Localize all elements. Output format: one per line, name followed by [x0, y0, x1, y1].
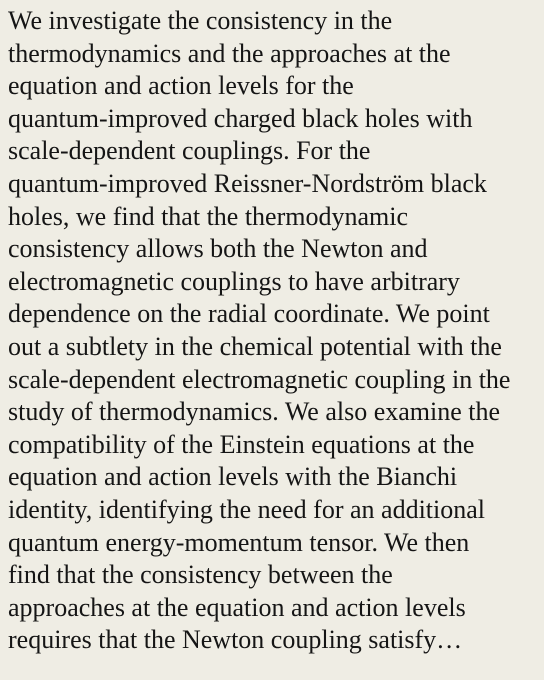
abstract-line: electromagnetic couplings to have arbitrary [8, 266, 460, 296]
abstract-line: quantum-improved Reissner-Nordström black [8, 168, 487, 198]
abstract-line: equation and action levels for the [8, 71, 354, 101]
abstract-line: find that the consistency between the [8, 560, 393, 590]
abstract-line: scale-dependent couplings. For the [8, 136, 371, 166]
abstract-line: equation and action levels with the Bianchi [8, 462, 458, 492]
abstract-line: quantum energy-momentum tensor. We then [8, 527, 470, 557]
abstract-line: We investigate the consistency in the [8, 6, 393, 35]
abstract-line: compatibility of the Einstein equations at the [8, 429, 475, 459]
abstract-line: approaches at the equation and action levels [8, 592, 466, 622]
abstract-line: identity, identifying the need for an additional [8, 494, 486, 524]
abstract-line: requires that the Newton coupling satisfy… [8, 625, 463, 655]
abstract-line: holes, we find that the thermodynamic [8, 201, 409, 231]
abstract-text [8, 5, 544, 657]
abstract-line: dependence on the radial coordinate. We point [8, 299, 490, 329]
abstract-line: thermodynamics and the approaches at the [8, 38, 451, 68]
abstract-line: out a subtlety in the chemical potential with the [8, 331, 502, 361]
abstract-line: quantum-improved charged black holes with [8, 103, 473, 133]
abstract-line: study of thermodynamics. We also examine the [8, 397, 501, 427]
abstract-line: scale-dependent electromagnetic coupling in the [8, 364, 511, 394]
abstract-line: consistency allows both the Newton and [8, 234, 428, 264]
